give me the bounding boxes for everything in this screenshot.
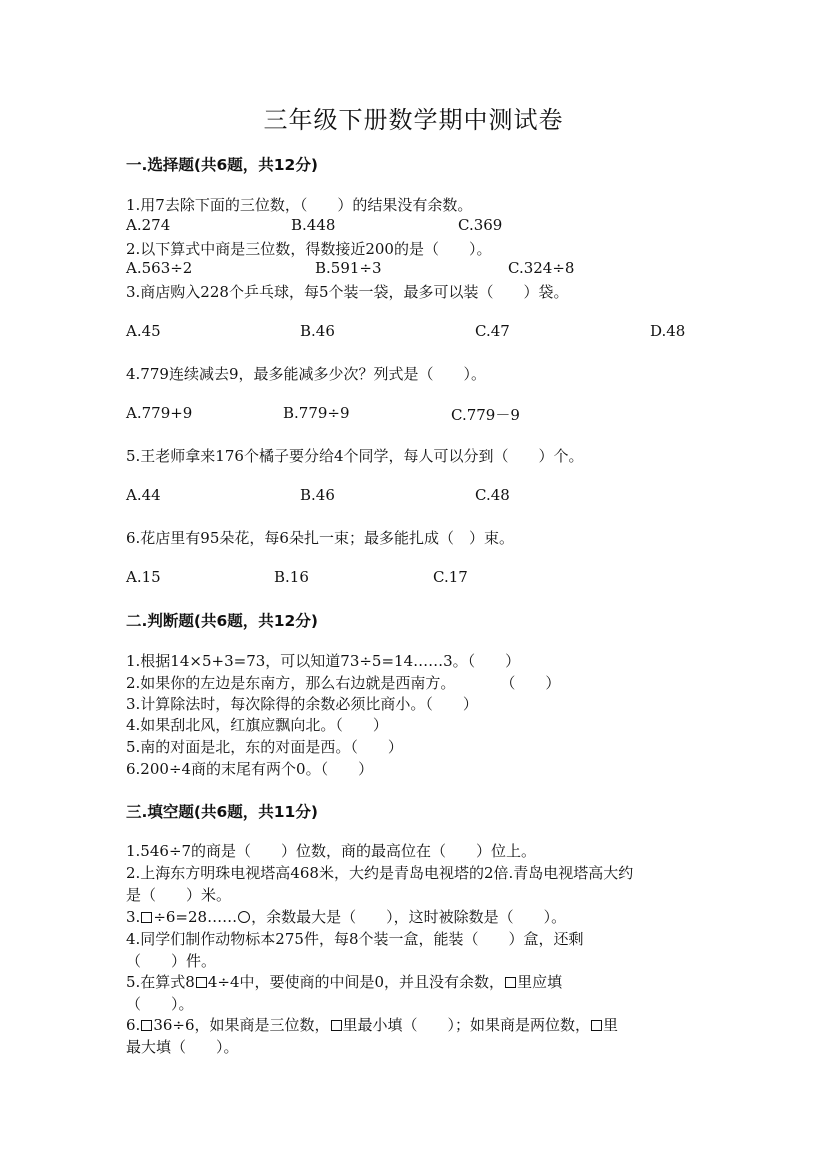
fill-text: 6. <box>126 1016 141 1034</box>
section1-heading: 一.选择题(共6题，共12分) <box>126 156 318 174</box>
fill-text: ，余数最大是（ ），这时被除数是（ ）。 <box>251 908 567 926</box>
fill-line: 1.546÷7的商是（ ）位数，商的最高位在（ ）位上。 <box>126 842 537 860</box>
q3-option-a: A.45 <box>126 322 161 340</box>
q3-stem: 3.商店购入228个乒乓球，每5个装一袋，最多可以装（ ）袋。 <box>126 283 569 301</box>
fill-line: 4.同学们制作动物标本275件，每8个装一盒，能装（ ）盒，还剩 <box>126 930 584 948</box>
fill-line: 2.上海东方明珠电视塔高468米，大约是青岛电视塔的2倍.青岛电视塔高大约 <box>126 864 634 882</box>
q5-option-c: C.48 <box>475 486 510 504</box>
q6-option-b: B.16 <box>274 568 309 586</box>
q3-option-c: C.47 <box>475 322 510 340</box>
judge-item: 6.200÷4商的末尾有两个0。（ ） <box>126 760 374 778</box>
q1-option-c: C.369 <box>458 216 503 234</box>
square-blank-icon <box>141 1020 152 1031</box>
square-blank-icon <box>505 977 516 988</box>
square-blank-icon <box>331 1020 342 1031</box>
fill-text: 3. <box>126 908 141 926</box>
q6-stem: 6.花店里有95朵花，每6朵扎一束；最多能扎成（ ）束。 <box>126 529 514 547</box>
q4-option-c: C.779－9 <box>451 406 520 424</box>
page-title: 三年级下册数学期中测试卷 <box>263 106 564 134</box>
fill-text: ÷6=28…… <box>153 908 238 926</box>
fill-text: 5.在算式8 <box>126 973 195 991</box>
q2-option-a: A.563÷2 <box>126 259 193 277</box>
q5-option-a: A.44 <box>126 486 161 504</box>
q1-stem: 1.用7去除下面的三位数，（ ）的结果没有余数。 <box>126 196 473 214</box>
fill-line: 最大填（ ）。 <box>126 1038 239 1056</box>
q2-stem: 2.以下算式中商是三位数，得数接近200的是（ ）。 <box>126 240 492 258</box>
fill-line: （ ）件。 <box>126 952 217 970</box>
judge-item: 1.根据14×5+3=73，可以知道73÷5=14……3。（ ） <box>126 652 521 670</box>
q4-option-a: A.779+9 <box>126 404 193 422</box>
q3-option-d: D.48 <box>650 322 686 340</box>
circle-blank-icon <box>238 911 250 923</box>
fill-line: 是（ ）米。 <box>126 886 232 904</box>
judge-item: 2.如果你的左边是东南方，那么右边就是西南方。 （ ） <box>126 674 561 692</box>
fill-text: 4÷4中，要使商的中间是0，并且没有余数， <box>207 973 505 991</box>
q6-option-c: C.17 <box>433 568 468 586</box>
fill-text: 里应填 <box>517 973 563 991</box>
fill-text: 36÷6，如果商是三位数， <box>153 1016 330 1034</box>
judge-item: 3.计算除法时，每次除得的余数必须比商小。（ ） <box>126 695 478 713</box>
q5-option-b: B.46 <box>300 486 335 504</box>
q6-option-a: A.15 <box>126 568 161 586</box>
fill-line: （ ）。 <box>126 995 194 1013</box>
q4-option-b: B.779÷9 <box>283 404 350 422</box>
fill-text: 里 <box>603 1016 619 1034</box>
square-blank-icon <box>196 977 207 988</box>
q1-option-a: A.274 <box>126 216 171 234</box>
q3-option-b: B.46 <box>300 322 335 340</box>
square-blank-icon <box>141 912 152 923</box>
fill-line <box>126 906 566 927</box>
fill-line <box>126 971 562 992</box>
section2-heading: 二.判断题(共6题，共12分) <box>126 612 318 630</box>
fill-line <box>126 1014 618 1035</box>
q1-option-b: B.448 <box>291 216 336 234</box>
fill-text: 里最小填（ ）；如果商是两位数， <box>342 1016 591 1034</box>
square-blank-icon <box>591 1020 602 1031</box>
q2-option-c: C.324÷8 <box>508 259 575 277</box>
q4-stem: 4.779连续减去9，最多能减多少次？列式是（ ）。 <box>126 365 486 383</box>
q5-stem: 5.王老师拿来176个橘子要分给4个同学，每人可以分到（ ）个。 <box>126 447 584 465</box>
judge-item: 4.如果刮北风，红旗应飘向北。（ ） <box>126 716 388 734</box>
q2-option-b: B.591÷3 <box>315 259 382 277</box>
section3-heading: 三.填空题(共6题，共11分) <box>126 803 318 821</box>
judge-item: 5.南的对面是北，东的对面是西。（ ） <box>126 738 403 756</box>
